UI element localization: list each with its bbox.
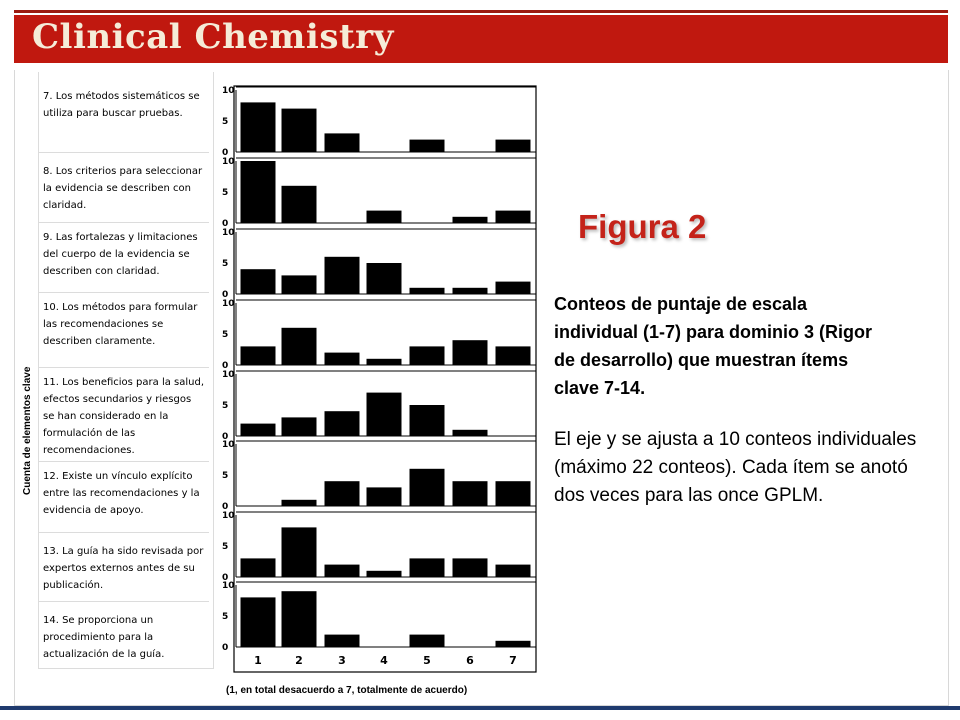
bar-item11-score4 (367, 393, 402, 436)
item-label-10: 10. Los métodos para formular las recomendaciones se describen claramente. (39, 292, 209, 367)
y-tick-label: 5 (222, 471, 229, 481)
bar-item8-score1 (241, 161, 276, 223)
y-tick-label: 10 (222, 511, 235, 521)
bar-item10-score2 (282, 328, 317, 365)
y-tick-label: 0 (222, 502, 229, 512)
bar-item9-score2 (282, 275, 317, 294)
item-label-13: 13. La guía ha sido revisada por expertos externos antes de su publicación. (39, 532, 209, 601)
y-tick-label: 10 (222, 157, 235, 167)
bar-item7-score2 (282, 109, 317, 152)
bar-item10-score7 (496, 346, 531, 365)
x-tick-label: 2 (295, 654, 303, 667)
x-tick-label: 5 (423, 654, 431, 667)
y-tick-label: 5 (222, 330, 229, 340)
bar-item7-score1 (241, 102, 276, 152)
figure-title: Figura 2 (578, 208, 707, 245)
bar-item8-score4 (367, 211, 402, 223)
bar-item9-score1 (241, 269, 276, 294)
x-tick-label: 7 (509, 654, 517, 667)
bar-item13-score5 (410, 558, 445, 577)
y-tick-label: 0 (222, 643, 229, 653)
bar-item14-score7 (496, 641, 531, 647)
bar-item13-score4 (367, 571, 402, 577)
item-label-12: 12. Existe un vínculo explícito entre las recomendaciones y la evidencia de apoyo. (39, 461, 209, 532)
bar-item14-score5 (410, 635, 445, 647)
bar-item12-score7 (496, 481, 531, 506)
bar-item7-score5 (410, 140, 445, 152)
x-tick-label: 3 (338, 654, 346, 667)
footer-rule (0, 706, 960, 710)
bar-item12-score2 (282, 500, 317, 506)
y-tick-label: 0 (222, 573, 229, 583)
bar-item10-score6 (453, 340, 488, 365)
x-tick-label: 6 (466, 654, 474, 667)
bar-item12-score4 (367, 487, 402, 506)
bar-item14-score3 (325, 635, 360, 647)
bar-item9-score5 (410, 288, 445, 294)
chart-y-axis-label: Cuenta de elementos clave (22, 366, 33, 495)
chart-outer-border (234, 86, 536, 672)
bar-item10-score4 (367, 359, 402, 365)
figure-description-bold: Conteos de puntaje de escala individual (1-7) para dominio 3 (Rigor de desarrollo) que muestran ítems clave 7-14. (554, 294, 873, 398)
y-tick-label: 10 (222, 86, 235, 96)
bar-item8-score7 (496, 211, 531, 223)
y-tick-label: 5 (222, 612, 229, 622)
bar-item9-score6 (453, 288, 488, 294)
item-label-8: 8. Los criterios para seleccionar la evidencia se describen con claridad. (39, 152, 209, 222)
y-tick-label: 10 (222, 299, 235, 309)
bar-item12-score5 (410, 469, 445, 506)
item-label-14: 14. Se proporciona un procedimiento para la actualización de la guía. (39, 601, 209, 668)
chart-x-axis-label: (1, en total desacuerdo a 7, totalmente de acuerdo) (226, 685, 468, 696)
bar-item9-score4 (367, 263, 402, 294)
bar-item7-score7 (496, 140, 531, 152)
x-tick-label: 1 (254, 654, 262, 667)
bar-item11-score2 (282, 417, 317, 436)
bar-item14-score2 (282, 591, 317, 647)
y-tick-label: 0 (222, 432, 229, 442)
y-tick-label: 10 (222, 370, 235, 380)
bar-item8-score2 (282, 186, 317, 223)
bar-item14-score1 (241, 597, 276, 647)
journal-title: Clinical Chemistry (32, 17, 394, 57)
bar-item12-score3 (325, 481, 360, 506)
y-tick-label: 10 (222, 228, 235, 238)
header-top-rule (14, 10, 948, 13)
bar-item11-score3 (325, 411, 360, 436)
item-label-9: 9. Las fortalezas y limitaciones del cuerpo de la evidencia se describen con claridad. (39, 222, 209, 292)
bar-item9-score7 (496, 282, 531, 294)
y-tick-label: 0 (222, 219, 229, 229)
bar-item7-score3 (325, 133, 360, 152)
y-tick-label: 5 (222, 401, 229, 411)
bar-item13-score2 (282, 527, 317, 577)
y-tick-label: 0 (222, 361, 229, 371)
y-tick-label: 10 (222, 440, 235, 450)
y-tick-label: 5 (222, 542, 229, 552)
bar-item13-score3 (325, 565, 360, 577)
y-tick-label: 0 (222, 148, 229, 158)
bar-item10-score1 (241, 346, 276, 365)
bar-item13-score7 (496, 565, 531, 577)
y-tick-label: 10 (222, 581, 235, 591)
y-tick-label: 0 (222, 290, 229, 300)
item-label-7: 7. Los métodos sistemáticos se utiliza para buscar pruebas. (43, 91, 200, 119)
bar-item11-score1 (241, 424, 276, 436)
bar-item9-score3 (325, 257, 360, 294)
y-tick-label: 5 (222, 188, 229, 198)
header-banner (0, 0, 960, 70)
bar-item11-score6 (453, 430, 488, 436)
bar-item10-score5 (410, 346, 445, 365)
bar-item10-score3 (325, 353, 360, 365)
bar-item12-score6 (453, 481, 488, 506)
bar-item13-score1 (241, 558, 276, 577)
bar-item8-score6 (453, 217, 488, 223)
y-tick-label: 5 (222, 259, 229, 269)
y-tick-label: 5 (222, 117, 229, 127)
item-label-11: 11. Los beneficios para la salud, efectos secundarios y riesgos se han considerado en la formulación de las recomendaciones. (39, 367, 209, 461)
bar-item13-score6 (453, 558, 488, 577)
x-tick-label: 4 (380, 654, 388, 667)
bar-item11-score5 (410, 405, 445, 436)
bar-chart-panels (214, 84, 540, 674)
figure-description-plain: El eje y se ajusta a 10 conteos individuales (máximo 22 conteos). Cada ítem se anotó dos veces para las once GPLM. (554, 429, 917, 506)
